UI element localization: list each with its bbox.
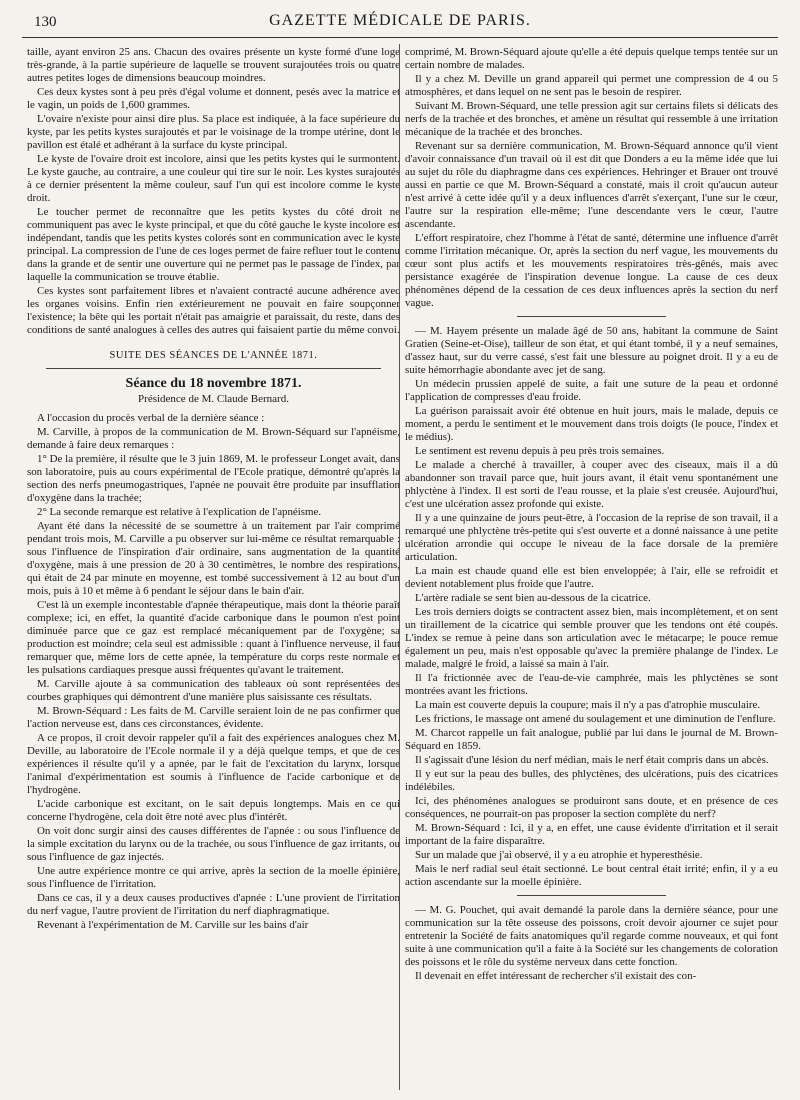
page-header xyxy=(22,10,778,36)
paragraph: Un médecin prussien appelé de suite, a fait une suture de la peau et ordonné l'application de compresses d'eau froide. xyxy=(405,378,778,403)
paragraph: taille, ayant environ 25 ans. Chacun des ovaires présente un kyste formé d'une loge très-grande, à la partie supérieure de laquelle se trouvent surajoutées trois ou quatre autres petites loges de dimensions beaucoup moindres. xyxy=(27,46,400,84)
paragraph: A ce propos, il croit devoir rappeler qu'il a fait des expériences analogues chez M. Deville, au laboratoire de l'Ecole normale il y a déjà quelque temps, et que de ces expériences il résulte qu'il y a apnée, par le fait de l'excitation du larynx, lorsque l'animal d'expérimentation est soumis à l'influence de l'acide carbonique et de l'hydrogène. xyxy=(27,732,400,796)
paragraph: Une autre expérience montre ce qui arrive, après la section de la moelle épinière, sous l'influence de l'irritation. xyxy=(27,865,400,890)
paragraph: Le malade a cherché à travailler, à couper avec des ciseaux, mais il a dû abandonner son travail parce que, huit jours avant, il était venu spontanément une phlyctène à l'index. Il est sorti de l'eau rousse, et la plaie s'est creusée. Aujourd'hui, c'est une ulcération assez profonde qui existe. xyxy=(405,459,778,510)
paragraph: M. Charcot rappelle un fait analogue, publié par lui dans le journal de M. Brown-Séquard en 1859. xyxy=(405,727,778,752)
sitting-title: Séance du 18 novembre 1871. xyxy=(125,376,302,391)
paragraph: comprimé, M. Brown-Séquard ajoute qu'elle a été depuis quelque temps tentée sur un certain nombre de malades. xyxy=(405,46,778,71)
right-column xyxy=(405,46,778,1086)
paragraph: Mais le nerf radial seul était sectionné. Le bout central était irrité; enfin, il y a eu action ascendante sur la moelle épinière. xyxy=(405,863,778,888)
paragraph: C'est là un exemple incontestable d'apnée thérapeutique, mais dont la théorie paraît complexe; ici, en effet, la quantité d'acide carbonique dans le poumon n'est point diminuée parce que ce gaz est remplacé mécaniquement par de l'oxygène; sa production est moindre; cela seul est admissible : quant à l'influence nerveuse, il faut remarquer que, même lors de cette apnée, la température du corps reste normale et les pulsations cardiaques presque aussi fréquentes qu'avant le traitement. xyxy=(27,599,400,676)
divider xyxy=(46,368,382,369)
paragraph: Il s'agissait d'une lésion du nerf médian, mais le nerf était compris dans un abcès. xyxy=(415,754,769,766)
paragraph: M. Carville, à propos de la communication de M. Brown-Séquard sur l'apnéisme, demande à faire deux remarques : xyxy=(27,426,400,451)
paragraph: 1° De la première, il résulte que le 3 juin 1869, M. le professeur Longet avait, dans son laboratoire, puis au cours expérimental de l'Ecole pratique, démontré qu'après la section des nerfs pneumogastriques, l'apnée ne pouvait être produite par insufflation d'oxygène dans la trachée; xyxy=(27,453,400,504)
paragraph: On voit donc surgir ainsi des causes différentes de l'apnée : ou sous l'influence de la simple excitation du larynx ou de la trachée, ou sous l'influence de gaz irritants, ou sous l'influence de gaz injectés. xyxy=(27,825,400,863)
header-rule xyxy=(22,37,778,38)
paragraph: Ayant été dans la nécessité de se soumettre à un traitement par l'air comprimé pendant trois mois, M. Carville a pu observer sur lui-même ce résultat remarquable : sous l'influence de l'inspiration d'air ordinaire, sans augmentation de la quantité d'oxygène, mais à une pression de 20 à 30 centimètres, le nombre des respirations, qui était de 24 par minute en moyenne, est tombé successivement à 12 au bout d'un mois, puis à 10 et même à 6 pendant le séjour dans le bain d'air. xyxy=(27,520,400,597)
paragraph: — M. Hayem présente un malade âgé de 50 ans, habitant la commune de Saint Gratien (Seine-et-Oise), tailleur de son état, et qui étant tombé, il y a neuf semaines, d'assez haut, sur du verre cassé, s'est fait une blessure au poignet droit. Il y a eu de suite hémorrhagie abondante avec jet de sang. xyxy=(405,325,778,376)
paragraph: Le kyste de l'ovaire droit est incolore, ainsi que les petits kystes qui le surmontent. Le kyste gauche, au contraire, a une couleur qui tire sur le noir. Les kystes surajoutés à ce dernier présentent la même couleur, sauf l'un qui est incolore comme le kyste droit. xyxy=(27,153,400,204)
paragraph: L'effort respiratoire, chez l'homme à l'état de santé, détermine une influence d'arrêt comme l'irritation mécanique. Or, après la section du nerf vague, les mouvements du cœur sont plus actifs et les mouvements respiratoires très-gênés, mais avec persistance exagérée de l'inspiration devenue longue. La cause de ces deux phénomènes dépend de la cessation de ces deux influences après la section du nerf vague. xyxy=(405,232,778,309)
paragraph: Le sentiment est revenu depuis à peu près trois semaines. xyxy=(415,445,665,457)
column-divider xyxy=(399,44,400,1090)
paragraph: Il y eut sur la peau des bulles, des phlyctènes, des ulcérations, puis des cicatrices indélébiles. xyxy=(405,768,778,793)
paragraph: La main est couverte depuis la coupure; mais il n'y a pas d'atrophie musculaire. xyxy=(415,699,761,711)
page-number: 130 xyxy=(34,14,57,30)
paragraph: La main est chaude quand elle est bien enveloppée; à l'air, elle se refroidit et devient notablement plus froide que l'autre. xyxy=(405,565,778,590)
paragraph: M. Carville ajoute à sa communication des tableaux où sont représentées des courbes graphiques qui démontrent d'une manière plus saisissante ces résultats. xyxy=(27,678,400,703)
paragraph: Dans ce cas, il y a deux causes productives d'apnée : L'une provient de l'irritation du nerf vague, l'autre provient de l'irritation du nerf diaphragmatique. xyxy=(27,892,400,917)
paragraph: Suivant M. Brown-Séquard, une telle pression agit sur certains filets si délicats des nerfs de la trachée et des bronches, et amène un résultat qui ressemble à une irritation mécanique de la trachée et des bronches. xyxy=(405,100,778,138)
paragraph: L'acide carbonique est excitant, on le sait depuis longtemps. Mais en ce qui concerne l'hydrogène, cela doit être noté avec plus d'intérêt. xyxy=(27,798,400,823)
divider xyxy=(517,895,666,896)
paragraph: Revenant à l'expérimentation de M. Carville sur les bains d'air xyxy=(37,919,309,931)
paragraph: — M. G. Pouchet, qui avait demandé la parole dans la dernière séance, pour une communication sur la tête osseuse des poissons, croit devoir ajourner ce sujet pour entretenir la Société de faits anatomiques qu'il regarde comme nouveaux, et qui font suite à une communication qu'il a faite à la Société sur les changements de coloration des poissons et le rôle du système nerveux dans cette fonction. xyxy=(405,904,778,968)
paragraph: La guérison paraissait avoir été obtenue en huit jours, mais le malade, depuis ce moment, a perdu le sentiment et le mouvement dans trois doigts (le pouce, l'index et le médius). xyxy=(405,405,778,443)
paragraph: Les frictions, le massage ont amené du soulagement et une diminution de l'enflure. xyxy=(415,713,776,725)
journal-title: GAZETTE MÉDICALE DE PARIS. xyxy=(269,12,531,29)
paragraph: Il devenait en effet intéressant de rechercher s'il existait des con- xyxy=(415,970,697,982)
paragraph: Ces kystes sont parfaitement libres et n'avaient contracté aucune adhérence avec les organes voisins. Enfin rien extérieurement ne pouvait en faire soupçonner l'existence; la bête qui les portait n'était pas amaigrie et paraissait, du reste, dans des conditions de santé analogues à celles des autres qui faisaient partie du même convoi. xyxy=(27,285,400,336)
paragraph: Les trois derniers doigts se contractent assez bien, mais incomplètement, et on sent un tiraillement de la cicatrice qui semble prouver que les tendons ont été coupés. L'index se remue à peine dans son articulation avec le métacarpe; le pouce remue également un peu, mais n'est opposable qu'avec la première phalange de l'index. Le malade, malgré le froid, a laissé sa main à l'air. xyxy=(405,606,778,670)
paragraph: M. Brown-Séquard : Ici, il y a, en effet, une cause évidente d'irritation et il serait important de la faire disparaître. xyxy=(405,822,778,847)
paragraph: Ces deux kystes sont à peu près d'égal volume et donnent, pesés avec la matrice et le vagin, un poids de 1,600 grammes. xyxy=(27,86,400,111)
paragraph: L'artère radiale se sent bien au-dessous de la cicatrice. xyxy=(415,592,651,604)
left-column xyxy=(27,46,400,1086)
paragraph: 2° La seconde remarque est relative à l'explication de l'apnéisme. xyxy=(37,506,322,518)
paragraph: L'ovaire n'existe pour ainsi dire plus. Sa place est indiquée, à la face supérieure du kyste, par les petits kystes surajoutés et par le voisinage de la trompe utérine, dont le pavillon est étalé et adhérant à la surface du kyste principal. xyxy=(27,113,400,151)
paragraph: M. Brown-Séquard : Les faits de M. Carville seraient loin de ne pas confirmer que l'action nerveuse est, dans ces circonstances, évidente. xyxy=(27,705,400,730)
paragraph: Il y a une quinzaine de jours peut-être, à l'occasion de la reprise de son travail, il a remarqué une phlyctène très-petite qui s'est ouverte et a donné naissance à une petite ulcération arrondie qui occupe le niveau de la face dorsale de la première articulation. xyxy=(405,512,778,563)
section-title: SUITE DES SÉANCES DE L'ANNÉE 1871. xyxy=(109,350,318,361)
paragraph: Ici, des phénomènes analogues se produiront sans doute, et en présence de ces conséquences, ne pourrait-on pas proposer la section complète du nerf? xyxy=(405,795,778,820)
paragraph: Il l'a frictionnée avec de l'eau-de-vie camphrée, mais les phlyctènes se sont montrées avant les frictions. xyxy=(405,672,778,697)
paragraph: Sur un malade que j'ai observé, il y a eu atrophie et hyperesthésie. xyxy=(415,849,703,861)
paragraph: Le toucher permet de reconnaître que les petits kystes du côté droit ne communiquent pas avec le kyste principal, et que du côté gauche le kyste incolore est indépendant, tandis que les petits kystes colorés sont en communication avec le kyste principal. La compression de l'une de ces loges permet de faire refluer tout le contenu dans la grande et de sentir une ouverture qui ne permet pas le passage de l'index, par laquelle la communication se trouve établie. xyxy=(27,206,400,283)
divider xyxy=(517,316,666,317)
paragraph: A l'occasion du procès verbal de la dernière séance : xyxy=(37,412,265,424)
paragraph: Revenant sur sa dernière communication, M. Brown-Séquard annonce qu'il vient d'avoir connaissance d'un travail où il est dit que Donders a eu la même idée que lui au sujet du rôle du diaphragme dans ces expériences. Hehringer et Brauer ont trouvé aussi en partie ce que M. Brown-Séquard a constaté, mais il croit qu'aucun auteur n'est arrivé à cette idée qu'il y a deux influences d'arrêt s'exerçant, l'une sur le cœur, l'autre sur la respiration elle-même; l'une descendante vers le cœur, l'autre ascendante. xyxy=(405,140,778,230)
presidence-line: Présidence de M. Claude Bernard. xyxy=(138,393,289,405)
paragraph: Il y a chez M. Deville un grand appareil qui permet une compression de 4 ou 5 atmosphères, et dans lequel on ne sent pas le besoin de respirer. xyxy=(405,73,778,98)
